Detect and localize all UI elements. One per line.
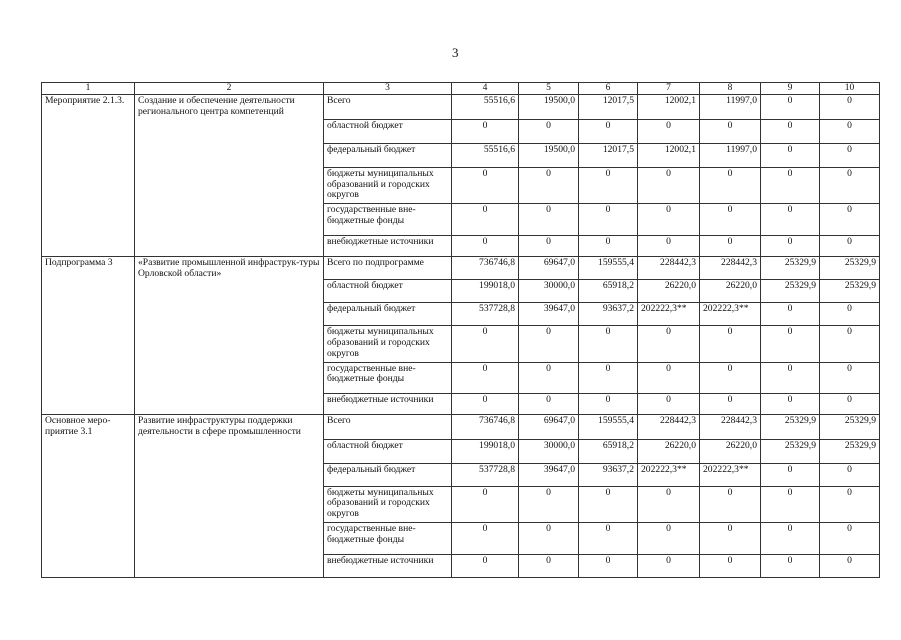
value-cell: 0 [452, 486, 519, 522]
value-cell: 202222,3** [700, 463, 761, 486]
value-cell: 537728,8 [452, 303, 519, 326]
value-cell: 202222,3** [638, 303, 700, 326]
value-cell: 25329,9 [820, 440, 880, 464]
value-cell: 30000,0 [519, 440, 579, 464]
value-cell: 0 [519, 120, 579, 144]
funding-source: Всего по подпрограмме [324, 256, 452, 279]
value-cell: 0 [700, 120, 761, 144]
value-cell: 0 [761, 303, 820, 326]
value-cell: 0 [820, 523, 880, 555]
value-cell: 159555,4 [579, 415, 638, 440]
value-cell: 0 [579, 523, 638, 555]
value-cell: 0 [452, 326, 519, 362]
value-cell: 11997,0 [700, 95, 761, 120]
value-cell: 26220,0 [638, 440, 700, 464]
value-cell: 0 [761, 204, 820, 236]
funding-source: государственные вне-бюджетные фонды [324, 523, 452, 555]
value-cell: 0 [700, 393, 761, 415]
value-cell: 0 [761, 120, 820, 144]
value-cell: 0 [820, 95, 880, 120]
value-cell: 26220,0 [638, 279, 700, 303]
value-cell: 19500,0 [519, 95, 579, 120]
value-cell: 0 [452, 362, 519, 393]
value-cell: 0 [638, 555, 700, 578]
value-cell: 0 [761, 463, 820, 486]
value-cell: 12002,1 [638, 95, 700, 120]
value-cell: 0 [761, 326, 820, 362]
value-cell: 65918,2 [579, 440, 638, 464]
value-cell: 69647,0 [519, 256, 579, 279]
value-cell: 199018,0 [452, 440, 519, 464]
value-cell: 0 [820, 326, 880, 362]
funding-source: бюджеты муниципальных образований и городских округов [324, 326, 452, 362]
value-cell: 0 [820, 463, 880, 486]
value-cell: 12002,1 [638, 144, 700, 168]
value-cell: 25329,9 [820, 256, 880, 279]
value-cell: 0 [820, 167, 880, 203]
value-cell: 55516,6 [452, 95, 519, 120]
value-cell: 25329,9 [761, 256, 820, 279]
value-cell: 228442,3 [700, 256, 761, 279]
funding-source: внебюджетные источники [324, 555, 452, 578]
value-cell: 25329,9 [761, 440, 820, 464]
value-cell: 0 [761, 362, 820, 393]
funding-source: государственные вне-бюджетные фонды [324, 204, 452, 236]
value-cell: 202222,3** [700, 303, 761, 326]
value-cell: 0 [700, 486, 761, 522]
value-cell: 69647,0 [519, 415, 579, 440]
value-cell: 0 [519, 523, 579, 555]
column-header: 7 [638, 83, 700, 95]
value-cell: 159555,4 [579, 256, 638, 279]
value-cell: 25329,9 [820, 415, 880, 440]
value-cell: 55516,6 [452, 144, 519, 168]
value-cell: 0 [820, 486, 880, 522]
value-cell: 0 [761, 523, 820, 555]
value-cell: 0 [519, 362, 579, 393]
value-cell: 93637,2 [579, 463, 638, 486]
value-cell: 0 [579, 204, 638, 236]
value-cell: 0 [519, 204, 579, 236]
funding-source: федеральный бюджет [324, 144, 452, 168]
value-cell: 0 [519, 486, 579, 522]
value-cell: 11997,0 [700, 144, 761, 168]
value-cell: 0 [761, 144, 820, 168]
column-header: 4 [452, 83, 519, 95]
value-cell: 26220,0 [700, 279, 761, 303]
funding-source: федеральный бюджет [324, 463, 452, 486]
value-cell: 0 [519, 236, 579, 257]
value-cell: 0 [638, 204, 700, 236]
value-cell: 26220,0 [700, 440, 761, 464]
value-cell: 199018,0 [452, 279, 519, 303]
program-title: Развитие инфраструктуры поддержки деятельности в сфере промышленности [135, 415, 324, 578]
value-cell: 736746,8 [452, 415, 519, 440]
column-header: 8 [700, 83, 761, 95]
column-header: 5 [519, 83, 579, 95]
header-row [42, 83, 880, 95]
program-code: Подпрограмма 3 [42, 256, 135, 414]
value-cell: 0 [638, 486, 700, 522]
value-cell: 0 [761, 167, 820, 203]
value-cell: 0 [579, 555, 638, 578]
value-cell: 0 [579, 120, 638, 144]
value-cell: 0 [452, 204, 519, 236]
funding-source: областной бюджет [324, 279, 452, 303]
value-cell: 228442,3 [638, 415, 700, 440]
value-cell: 0 [700, 236, 761, 257]
value-cell: 0 [638, 236, 700, 257]
funding-source: бюджеты муниципальных образований и городских округов [324, 167, 452, 203]
program-code: Основное меро-приятие 3.1 [42, 415, 135, 578]
column-header: 6 [579, 83, 638, 95]
table-row [42, 256, 880, 279]
value-cell: 0 [820, 393, 880, 415]
funding-source: областной бюджет [324, 440, 452, 464]
value-cell: 0 [579, 486, 638, 522]
page-number: 3 [452, 45, 459, 60]
value-cell: 228442,3 [700, 415, 761, 440]
value-cell: 0 [519, 167, 579, 203]
funding-source: Всего [324, 415, 452, 440]
value-cell: 0 [700, 555, 761, 578]
budget-table [41, 82, 880, 578]
value-cell: 12017,5 [579, 95, 638, 120]
value-cell: 0 [519, 393, 579, 415]
value-cell: 0 [519, 555, 579, 578]
value-cell: 0 [820, 120, 880, 144]
value-cell: 202222,3** [638, 463, 700, 486]
value-cell: 0 [761, 236, 820, 257]
program-title: «Развитие промышленной инфраструк-туры Орловской области» [135, 256, 324, 414]
value-cell: 0 [519, 326, 579, 362]
value-cell: 0 [638, 326, 700, 362]
program-code: Мероприятие 2.1.3. [42, 95, 135, 257]
value-cell: 0 [638, 523, 700, 555]
value-cell: 537728,8 [452, 463, 519, 486]
value-cell: 0 [452, 167, 519, 203]
value-cell: 25329,9 [761, 415, 820, 440]
value-cell: 0 [700, 167, 761, 203]
funding-source: федеральный бюджет [324, 303, 452, 326]
column-header: 2 [135, 83, 324, 95]
value-cell: 25329,9 [820, 279, 880, 303]
value-cell: 0 [820, 144, 880, 168]
value-cell: 39647,0 [519, 463, 579, 486]
value-cell: 19500,0 [519, 144, 579, 168]
value-cell: 93637,2 [579, 303, 638, 326]
value-cell: 0 [820, 204, 880, 236]
value-cell: 0 [761, 555, 820, 578]
value-cell: 0 [579, 326, 638, 362]
value-cell: 0 [452, 393, 519, 415]
column-header: 1 [42, 83, 135, 95]
value-cell: 0 [820, 236, 880, 257]
column-header: 10 [820, 83, 880, 95]
value-cell: 0 [700, 523, 761, 555]
value-cell: 0 [638, 120, 700, 144]
table-row [42, 95, 880, 120]
funding-source: бюджеты муниципальных образований и городских округов [324, 486, 452, 522]
value-cell: 0 [761, 486, 820, 522]
value-cell: 0 [638, 362, 700, 393]
column-header: 3 [324, 83, 452, 95]
value-cell: 0 [452, 555, 519, 578]
value-cell: 0 [761, 393, 820, 415]
value-cell: 0 [638, 167, 700, 203]
funding-source: внебюджетные источники [324, 393, 452, 415]
value-cell: 30000,0 [519, 279, 579, 303]
value-cell: 0 [820, 303, 880, 326]
value-cell: 25329,9 [761, 279, 820, 303]
value-cell: 0 [579, 236, 638, 257]
value-cell: 228442,3 [638, 256, 700, 279]
funding-source: государственные вне-бюджетные фонды [324, 362, 452, 393]
table-row [42, 415, 880, 440]
value-cell: 0 [452, 523, 519, 555]
value-cell: 0 [452, 236, 519, 257]
program-title: Создание и обеспечение деятельности регионального центра компетенций [135, 95, 324, 257]
value-cell: 0 [452, 120, 519, 144]
value-cell: 0 [820, 362, 880, 393]
value-cell: 0 [761, 95, 820, 120]
value-cell: 0 [579, 362, 638, 393]
value-cell: 0 [700, 362, 761, 393]
value-cell: 65918,2 [579, 279, 638, 303]
value-cell: 0 [700, 326, 761, 362]
value-cell: 39647,0 [519, 303, 579, 326]
value-cell: 0 [579, 393, 638, 415]
value-cell: 12017,5 [579, 144, 638, 168]
column-header: 9 [761, 83, 820, 95]
value-cell: 0 [820, 555, 880, 578]
value-cell: 0 [700, 204, 761, 236]
value-cell: 0 [579, 167, 638, 203]
funding-source: Всего [324, 95, 452, 120]
value-cell: 736746,8 [452, 256, 519, 279]
funding-source: областной бюджет [324, 120, 452, 144]
value-cell: 0 [638, 393, 700, 415]
funding-source: внебюджетные источники [324, 236, 452, 257]
